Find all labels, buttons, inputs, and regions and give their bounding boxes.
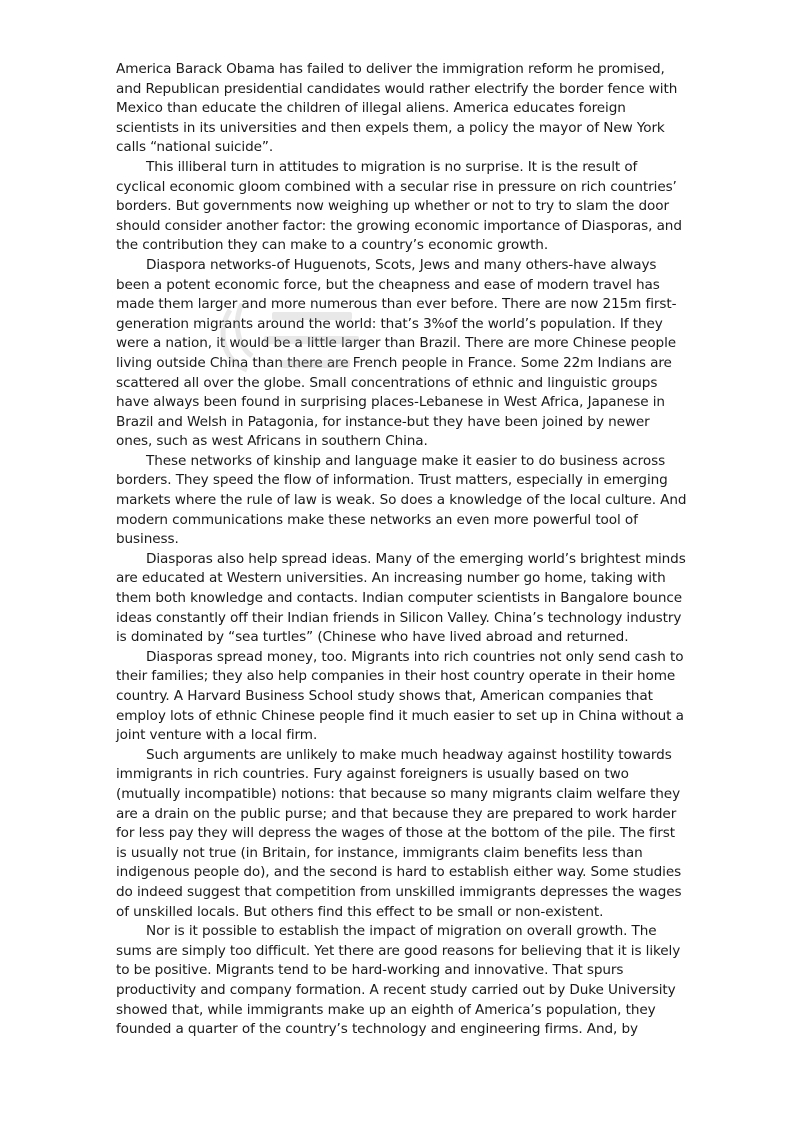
- paragraph-2: This illiberal turn in attitudes to migration is no surprise. It is the result of cyclical economic gloom combined with a secular rise in pressure on rich countries’ borders. But governments now weighing up whether or not to try to slam the door should consider another factor: the growing economic importance of Diasporas, and the contribution they can make to a country’s economic growth.: [116, 158, 682, 254]
- paragraph-4: These networks of kinship and language make it easier to do business across borders. They speed the flow of information. Trust matters, especially in emerging markets where the rule of law is weak. So does a knowledge of the local culture. And modern communications make these networks an even more powerful tool of business.: [116, 452, 687, 548]
- paragraph-6: Diasporas spread money, too. Migrants into rich countries not only send cash to their families; they also help companies in their host country operate in their home country. A Harvard Business School study shows that, American companies that employ lots of ethnic Chinese people find it much easier to set up in China without a joint venture with a local firm.: [116, 648, 684, 744]
- paragraph-3: Diaspora networks-of Huguenots, Scots, Jews and many others-have always been a potent economic force, but the cheapness and ease of modern travel has made them larger and more numerous than ever before. There are now 215m first-generation migrants around the world: that’s 3%of the world’s population. If they were a nation, it would be a little larger than Brazil. There are more Chinese people living outside China than there are French people in France. Some 22m Indians are scattered all over the globe. Small concentrations of ethnic and linguistic groups have always been found in surprising places-Lebanese in West Africa, Japanese in Brazil and Welsh in Patagonia, for instance-but they have been joined by newer ones, such as west Africans in southern China.: [116, 256, 677, 450]
- paragraph-7: Such arguments are unlikely to make much headway against hostility towards immigrants in rich countries. Fury against foreigners is usually based on two (mutually incompatible) notions: that because so many migrants claim welfare they are a drain on the public purse; and that because they are prepared to work harder for less pay they will depress the wages of those at the bottom of the pile. The first is usually not true (in Britain, for instance, immigrants claim benefits less than indigenous people do), and the second is hard to establish either way. Some studies do indeed suggest that competition from unskilled immigrants depresses the wages of unskilled locals. But others find this effect to be small or non-existent.: [116, 746, 682, 920]
- paragraph-8: Nor is it possible to establish the impact of migration on overall growth. The sums are simply too difficult. Yet there are good reasons for believing that it is likely to be positive. Migrants tend to be hard-working and innovative. That spurs productivity and company formation. A recent study carried out by Duke University showed that, while immigrants make up an eighth of America’s population, they founded a quarter of the country’s technology and engineering firms. And, by: [116, 923, 681, 1038]
- paragraph-1: America Barack Obama has failed to deliver the immigration reform he promised, and Republican presidential candidates would rather electrify the border fence with Mexico than educate the children of illegal aliens. America educates foreign scientists in its universities and then expels them, a policy the mayor of New York calls “national suicide”.: [116, 61, 678, 156]
- document-body: [116, 60, 688, 1040]
- paragraph-5: Diasporas also help spread ideas. Many of the emerging world’s brightest minds are educated at Western universities. An increasing number go home, taking with them both knowledge and contacts. Indian computer scientists in Bangalore bounce ideas constantly off their Indian friends in Silicon Valley. China’s technology industry is dominated by “sea turtles” (Chinese who have lived abroad and returned.: [116, 550, 686, 646]
